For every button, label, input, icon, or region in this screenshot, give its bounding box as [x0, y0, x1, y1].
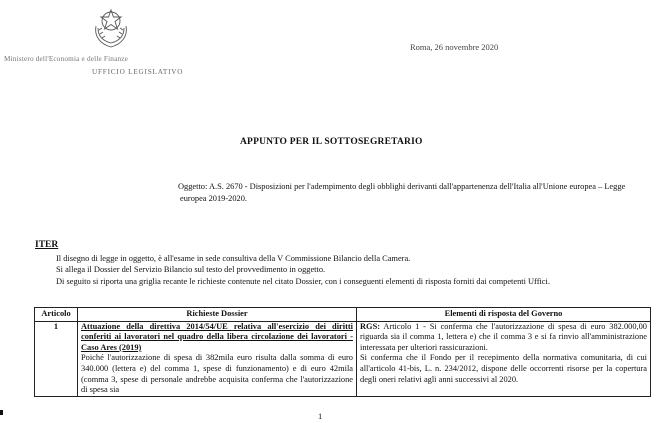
page-number: 1: [318, 411, 323, 421]
subject: [180, 181, 648, 204]
risposta-text-1: Articolo 1 - Si conferma che l'autorizzazione di spesa di euro 382.000,00 riguarda sia il comma 1, lettera e) che il comma 3 e si fa rinvio all'amministrazione interessata per ulteriori rassicurazioni.: [360, 321, 647, 352]
risposta-paragraph-2: Si conferma che il Fondo per il recepimento della normativa comunitaria, di cui all'articolo 41-bis, L. n. 234/2012, dispone delle occorrenti risorse per la copertura degli oneri relativi agli anni successivi al 2020.: [360, 353, 647, 384]
subject-label: Oggetto:: [178, 182, 208, 191]
header-elementi: Elementi di risposta del Governo: [357, 308, 651, 322]
header-richieste: Richieste Dossier: [78, 308, 357, 322]
table-header-row: [35, 308, 651, 322]
dossier-text: Poiché l'autorizzazione di spesa di 382mila euro risulta dalla somma di euro 340.000 (lettera e) del comma 1, spese di funzionamento) e di euro 42mila (comma 3, spese di personale andrebbe acquisita conferma che l'autorizzazione di spesa sia: [81, 353, 353, 395]
document-date: Roma, 26 novembre 2020: [410, 42, 499, 52]
ministry-name: Ministero dell'Economia e delle Finanze: [4, 55, 129, 63]
table-row: [35, 321, 651, 396]
header-articolo: Articolo: [35, 308, 78, 322]
iter-heading: ITER: [35, 240, 59, 250]
articolo-number: 1: [35, 321, 78, 396]
document-title: APPUNTO PER IL SOTTOSEGRETARIO: [240, 137, 423, 147]
italian-republic-emblem-icon: [92, 6, 130, 50]
risposta-cell: [357, 321, 651, 396]
dossier-cell: [78, 321, 357, 396]
office-name: UFFICIO LEGISLATIVO: [92, 68, 184, 76]
dossier-table: [34, 307, 651, 397]
rgs-label: RGS:: [360, 321, 381, 331]
subject-text: A.S. 2670 - Disposizioni per l'adempimento degli obblighi derivanti dall'appartenenza dell'Italia all'Unione europea – Legge europea 2019-2020.: [180, 182, 626, 203]
dossier-title: Attuazione della direttiva 2014/54/UE relativa all'esercizio dei diritti conferiti ai lavoratori nel quadro della libera circolazione dei lavoratori - Caso Ares (2019): [81, 321, 353, 352]
iter-paragraph-3: Di seguito si riporta una griglia recante le richieste contenute nel citato Dossier, con i conseguenti elementi di risposta forniti dai competenti Uffici.: [56, 277, 550, 286]
risposta-paragraph-1: [360, 322, 647, 354]
iter-paragraph-2: Si allega il Dossier del Servizio Bilancio sul testo del provvedimento in oggetto.: [56, 265, 326, 274]
iter-paragraph-1: Il disegno di legge in oggetto, è all'esame in sede consultiva della V Commissione Bilancio della Camera.: [56, 254, 411, 263]
scan-mark: [0, 410, 3, 415]
